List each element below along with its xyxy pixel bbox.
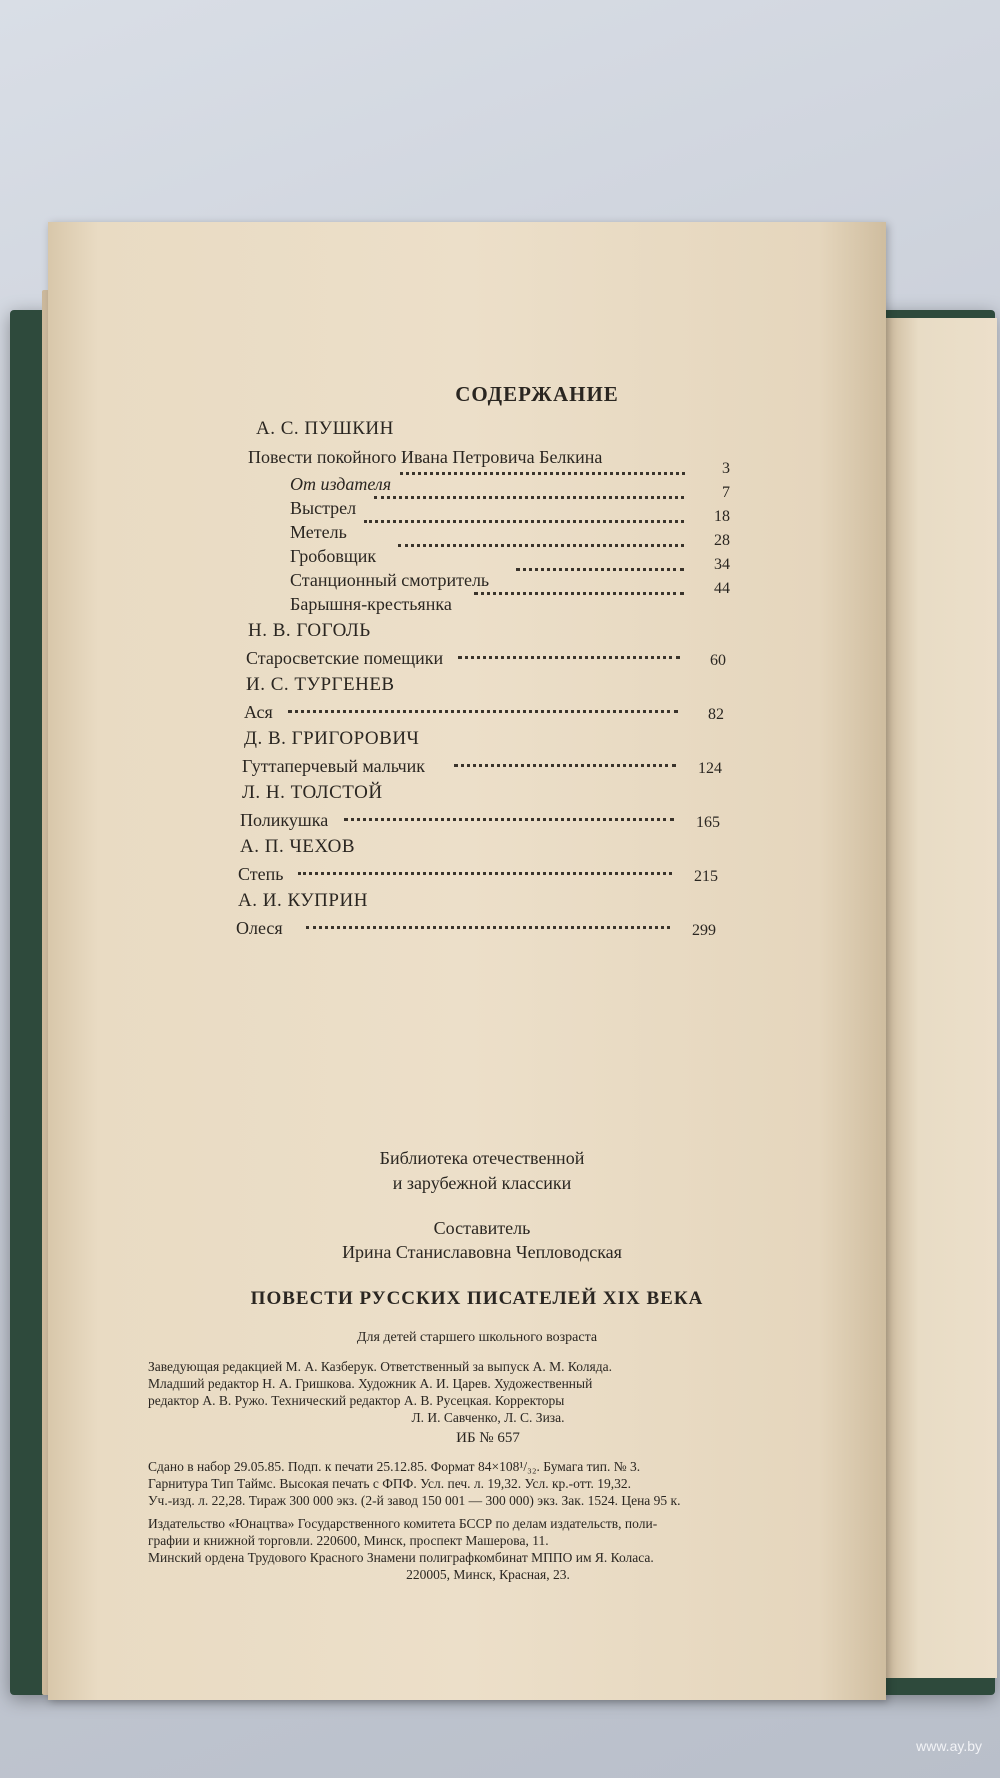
toc-entry: Метель [290,522,347,542]
toc-author: Н. В. ГОГОЛЬ [248,620,371,641]
credits-line: Заведующая редакцией М. А. Казберук. Ответственный за выпуск А. М. Коляда. [148,1359,612,1374]
toc-page-number: 124 [698,760,722,777]
credits-line: Л. И. Савченко, Л. С. Зиза. [411,1410,565,1425]
toc-page-number: 28 [714,532,730,549]
credits-line: редактор А. В. Ружо. Технический редактор А. В. Русецкая. Корректоры [148,1393,565,1408]
toc-cycle: Повести покойного Ивана Петровича Белкина [248,447,603,467]
toc-entry: Ася [244,702,273,722]
printer-line: 220005, Минск, Красная, 23. [406,1567,570,1582]
toc-page-number: 60 [710,652,726,669]
print-line: Сдано в набор 29.05.85. Подп. к печати 25.12.85. Формат 84×108¹/₃₂. Бумага тип. № 3. [148,1459,641,1474]
imprint-block [148,1458,828,1583]
toc-author: А. П. ЧЕХОВ [240,836,356,857]
toc-entry: Степь [238,864,284,884]
book-page [48,222,886,1700]
toc-leader [288,708,678,713]
book-title: ПОВЕСТИ РУССКИХ ПИСАТЕЛЕЙ XIX ВЕКА [250,1288,704,1309]
toc-leader [398,542,684,547]
toc-entry: Барышня-крестьянка [290,594,452,614]
toc-page-number: 18 [714,508,730,525]
printer-line: Минский ордена Трудового Красного Знамени полиграфкомбинат МППО им Я. Коласа. [148,1550,654,1565]
toc-page-number: 215 [694,868,718,885]
toc-page-number: 44 [714,580,730,597]
toc-leader [364,518,684,523]
toc-author: Д. В. ГРИГОРОВИЧ [244,728,420,749]
toc-author: Л. Н. ТОЛСТОЙ [242,782,383,803]
ib-number: ИБ № 657 [456,1430,520,1446]
print-line: Гарнитура Тип Таймс. Высокая печать с ФПФ. Усл. печ. л. 19,32. Усл. кр.-отт. 19,32. [148,1476,631,1491]
compiler-label: Составитель [433,1218,531,1238]
credits-line: Младший редактор Н. А. Гришкова. Художник А. И. Царев. Художественный [148,1376,593,1391]
facing-page [885,318,997,1678]
toc-entry: Поликушка [240,810,329,830]
toc-author: И. С. ТУРГЕНЕВ [246,674,395,695]
toc-page-number: 3 [722,460,730,477]
toc-entry: От издателя [290,474,392,494]
toc-page-number: 165 [696,814,720,831]
toc-leader [458,654,680,659]
toc-leader [374,494,684,499]
watermark: www.ay.by [916,1738,982,1754]
credits-block [148,1358,828,1447]
toc-leader [306,924,670,929]
publisher-line: Издательство «Юнацтва» Государственного комитета БССР по делам издательств, поли- [148,1516,658,1531]
toc-title: СОДЕРЖАНИЕ [455,382,619,406]
toc-entry: Олеся [236,918,283,938]
toc-leader [400,470,685,475]
toc-entry: Станционный смотритель [290,570,490,590]
toc-leader [344,816,674,821]
toc-page-number: 7 [722,484,730,501]
compiler-name: Ирина Станиславовна Чепловодская [342,1242,622,1262]
toc-entry: Гробовщик [290,546,377,566]
toc-leader [516,566,684,571]
toc-leader [298,870,672,875]
toc-leader [474,590,684,595]
publisher-line: графии и книжной торговли. 220600, Минск, проспект Машерова, 11. [148,1533,549,1548]
audience-note: Для детей старшего школьного возраста [356,1330,598,1345]
toc-author: А. И. КУПРИН [238,890,368,911]
toc-entry: Выстрел [290,498,357,518]
toc-page-number: 34 [714,556,730,573]
print-line: Уч.-изд. л. 22,28. Тираж 300 000 экз. (2-й завод 150 001 — 300 000) экз. Зак. 1524. Цена 95 к. [148,1493,681,1508]
toc-page-number: 299 [692,922,716,939]
series-line: и зарубежной классики [392,1173,572,1193]
series-line: Библиотека отечественной [379,1148,585,1168]
toc-page-number: 82 [708,706,724,723]
toc-author: А. С. ПУШКИН [256,418,394,439]
toc-entry: Старосветские помещики [246,648,444,668]
toc-entry: Гуттаперчевый мальчик [242,756,426,776]
toc-leader [454,762,676,767]
